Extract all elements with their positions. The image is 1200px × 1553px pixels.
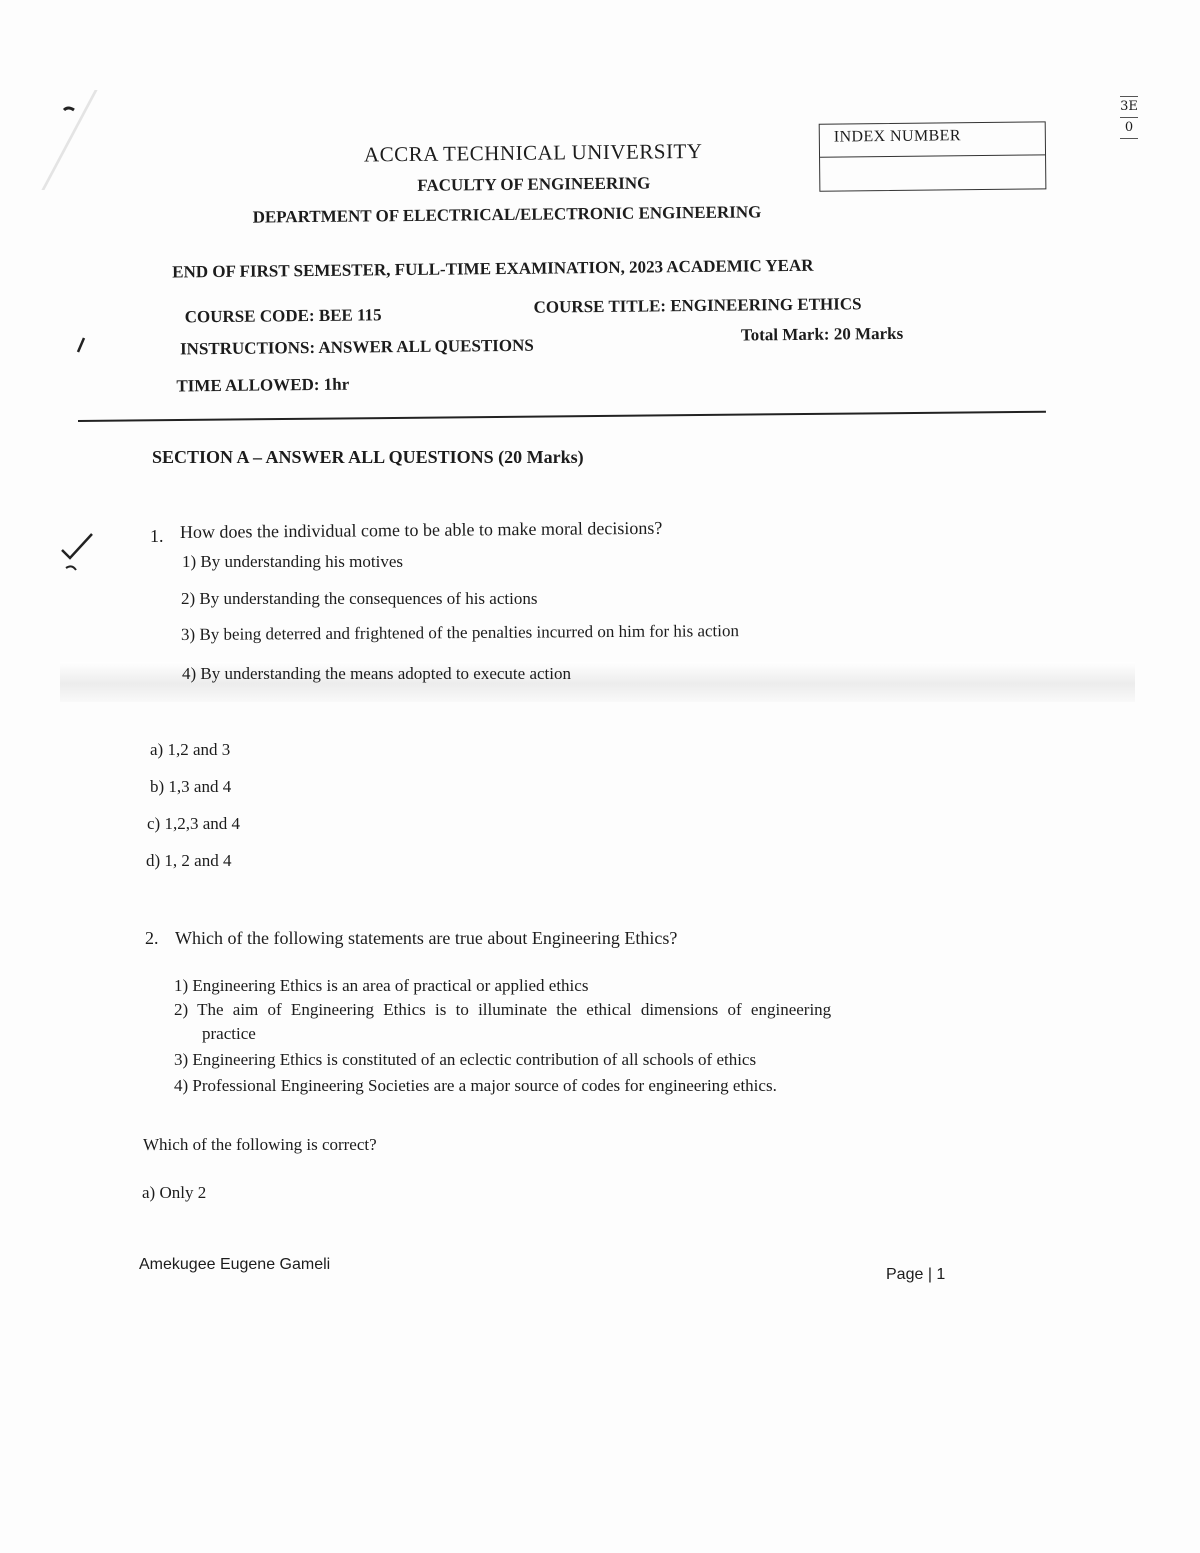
statement-item: 3) By being deterred and frightened of the penalties incurred on him for his action bbox=[180, 621, 740, 644]
statement-item: practice bbox=[202, 1024, 256, 1043]
question-number: 1. bbox=[150, 526, 164, 546]
time-allowed: TIME ALLOWED: 1hr bbox=[176, 374, 350, 396]
question-prompt: Which of the following is correct? bbox=[143, 1135, 377, 1154]
scan-streak bbox=[41, 90, 167, 190]
statement-item: 2) The aim of Engineering Ethics is to illuminate the ethical dimensions of engineering bbox=[174, 1000, 832, 1019]
answer-option[interactable]: a) Only 2 bbox=[142, 1183, 207, 1202]
course-title: COURSE TITLE: ENGINEERING ETHICS bbox=[533, 294, 862, 317]
pen-mark-icon bbox=[74, 336, 88, 356]
university-name: ACCRA TECHNICAL UNIVERSITY bbox=[363, 138, 703, 167]
total-mark: Total Mark: 20 Marks bbox=[740, 323, 904, 345]
pen-dot-icon bbox=[62, 104, 76, 116]
statement-item: 4) Professional Engineering Societies are a major source of codes for engineering ethics. bbox=[174, 1076, 777, 1095]
faculty-name: FACULTY OF ENGINEERING bbox=[417, 173, 651, 195]
question-stem: Which of the following statements are true about Engineering Ethics? bbox=[175, 928, 678, 948]
question-number: 2. bbox=[145, 928, 159, 948]
exam-title: END OF FIRST SEMESTER, FULL-TIME EXAMINATION, 2023 ACADEMIC YEAR bbox=[172, 255, 814, 282]
edge-text-bottom: 0 bbox=[1120, 117, 1138, 139]
question-stem: How does the individual come to be able to make moral decisions? bbox=[179, 517, 663, 542]
statement-item: 2) By understanding the consequences of his actions bbox=[181, 589, 538, 608]
course-code: COURSE CODE: BEE 115 bbox=[184, 305, 382, 327]
footer-author: Amekugee Eugene Gameli bbox=[139, 1256, 331, 1273]
cut-off-edge-text bbox=[1120, 96, 1138, 139]
statement-item: 3) Engineering Ethics is constituted of an eclectic contribution of all schools of ethics bbox=[174, 1050, 757, 1069]
answer-option[interactable]: d) 1, 2 and 4 bbox=[146, 851, 232, 870]
answer-option[interactable]: a) 1,2 and 3 bbox=[150, 740, 231, 759]
edge-text-top: 3E bbox=[1120, 99, 1138, 114]
header-divider bbox=[78, 411, 1046, 422]
instructions: INSTRUCTIONS: ANSWER ALL QUESTIONS bbox=[179, 335, 534, 359]
statement-item: 1) Engineering Ethics is an area of practical or applied ethics bbox=[174, 976, 589, 995]
answer-option[interactable]: c) 1,2,3 and 4 bbox=[147, 814, 241, 833]
department-name: DEPARTMENT OF ELECTRICAL/ELECTRONIC ENGINEERING bbox=[252, 202, 762, 227]
index-number-label: INDEX NUMBER bbox=[833, 127, 961, 146]
index-number-box[interactable] bbox=[819, 121, 1047, 191]
statement-item: 1) By understanding his motives bbox=[182, 552, 403, 571]
index-number-divider bbox=[820, 154, 1045, 157]
statement-item: 4) By understanding the means adopted to execute action bbox=[182, 664, 571, 683]
tick-mark-icon bbox=[58, 528, 98, 578]
answer-option[interactable]: b) 1,3 and 4 bbox=[150, 777, 232, 796]
page-number: Page | 1 bbox=[886, 1266, 946, 1283]
section-title: SECTION A – ANSWER ALL QUESTIONS (20 Marks) bbox=[152, 447, 584, 467]
